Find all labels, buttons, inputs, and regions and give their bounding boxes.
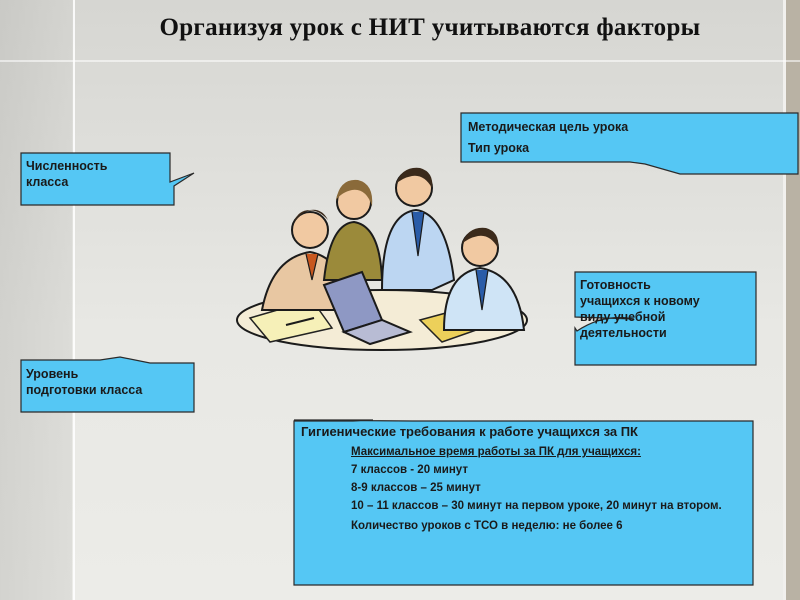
callout-text-line: Методическая цель урока [468, 120, 629, 134]
callout-readiness [574, 271, 760, 367]
decor-line [0, 60, 800, 62]
callout-text-line: подготовки класса [26, 383, 143, 397]
callout-hygiene [293, 419, 755, 587]
hygiene-item: 8-9 классов – 25 минут [351, 482, 481, 494]
hygiene-heading: Гигиенические требования к работе учащихся за ПК [301, 424, 638, 439]
callout-text-line: Тип урока [468, 141, 530, 155]
callout-text-line: виду учебной [580, 310, 666, 324]
hygiene-max-time: Максимальное время работы за ПК для учащихся: [351, 446, 641, 458]
callout-text-line: учащихся к новому [580, 294, 700, 308]
callout-text-line: Численность [26, 159, 108, 173]
decor-line [73, 0, 75, 600]
callout-text-line: Уровень [26, 367, 79, 381]
hygiene-item: 10 – 11 классов – 30 минут на первом уроке, 20 минут на втором. [351, 500, 722, 512]
callout-class-size [20, 151, 176, 207]
callout-preparation [20, 356, 196, 414]
left-decor-strip [0, 0, 72, 600]
right-decor-strip [783, 0, 800, 600]
hygiene-item: 7 классов - 20 минут [351, 464, 468, 476]
people-at-laptop-icon [232, 160, 532, 370]
callout-text-line: деятельности [580, 326, 667, 340]
hygiene-item: Количество уроков с ТСО в неделю: не более 6 [351, 520, 623, 532]
callout-text-line: класса [26, 175, 69, 189]
slide-title: Организуя урок с НИТ учитываются факторы [159, 14, 701, 41]
callout-text-line: Готовность [580, 278, 651, 292]
